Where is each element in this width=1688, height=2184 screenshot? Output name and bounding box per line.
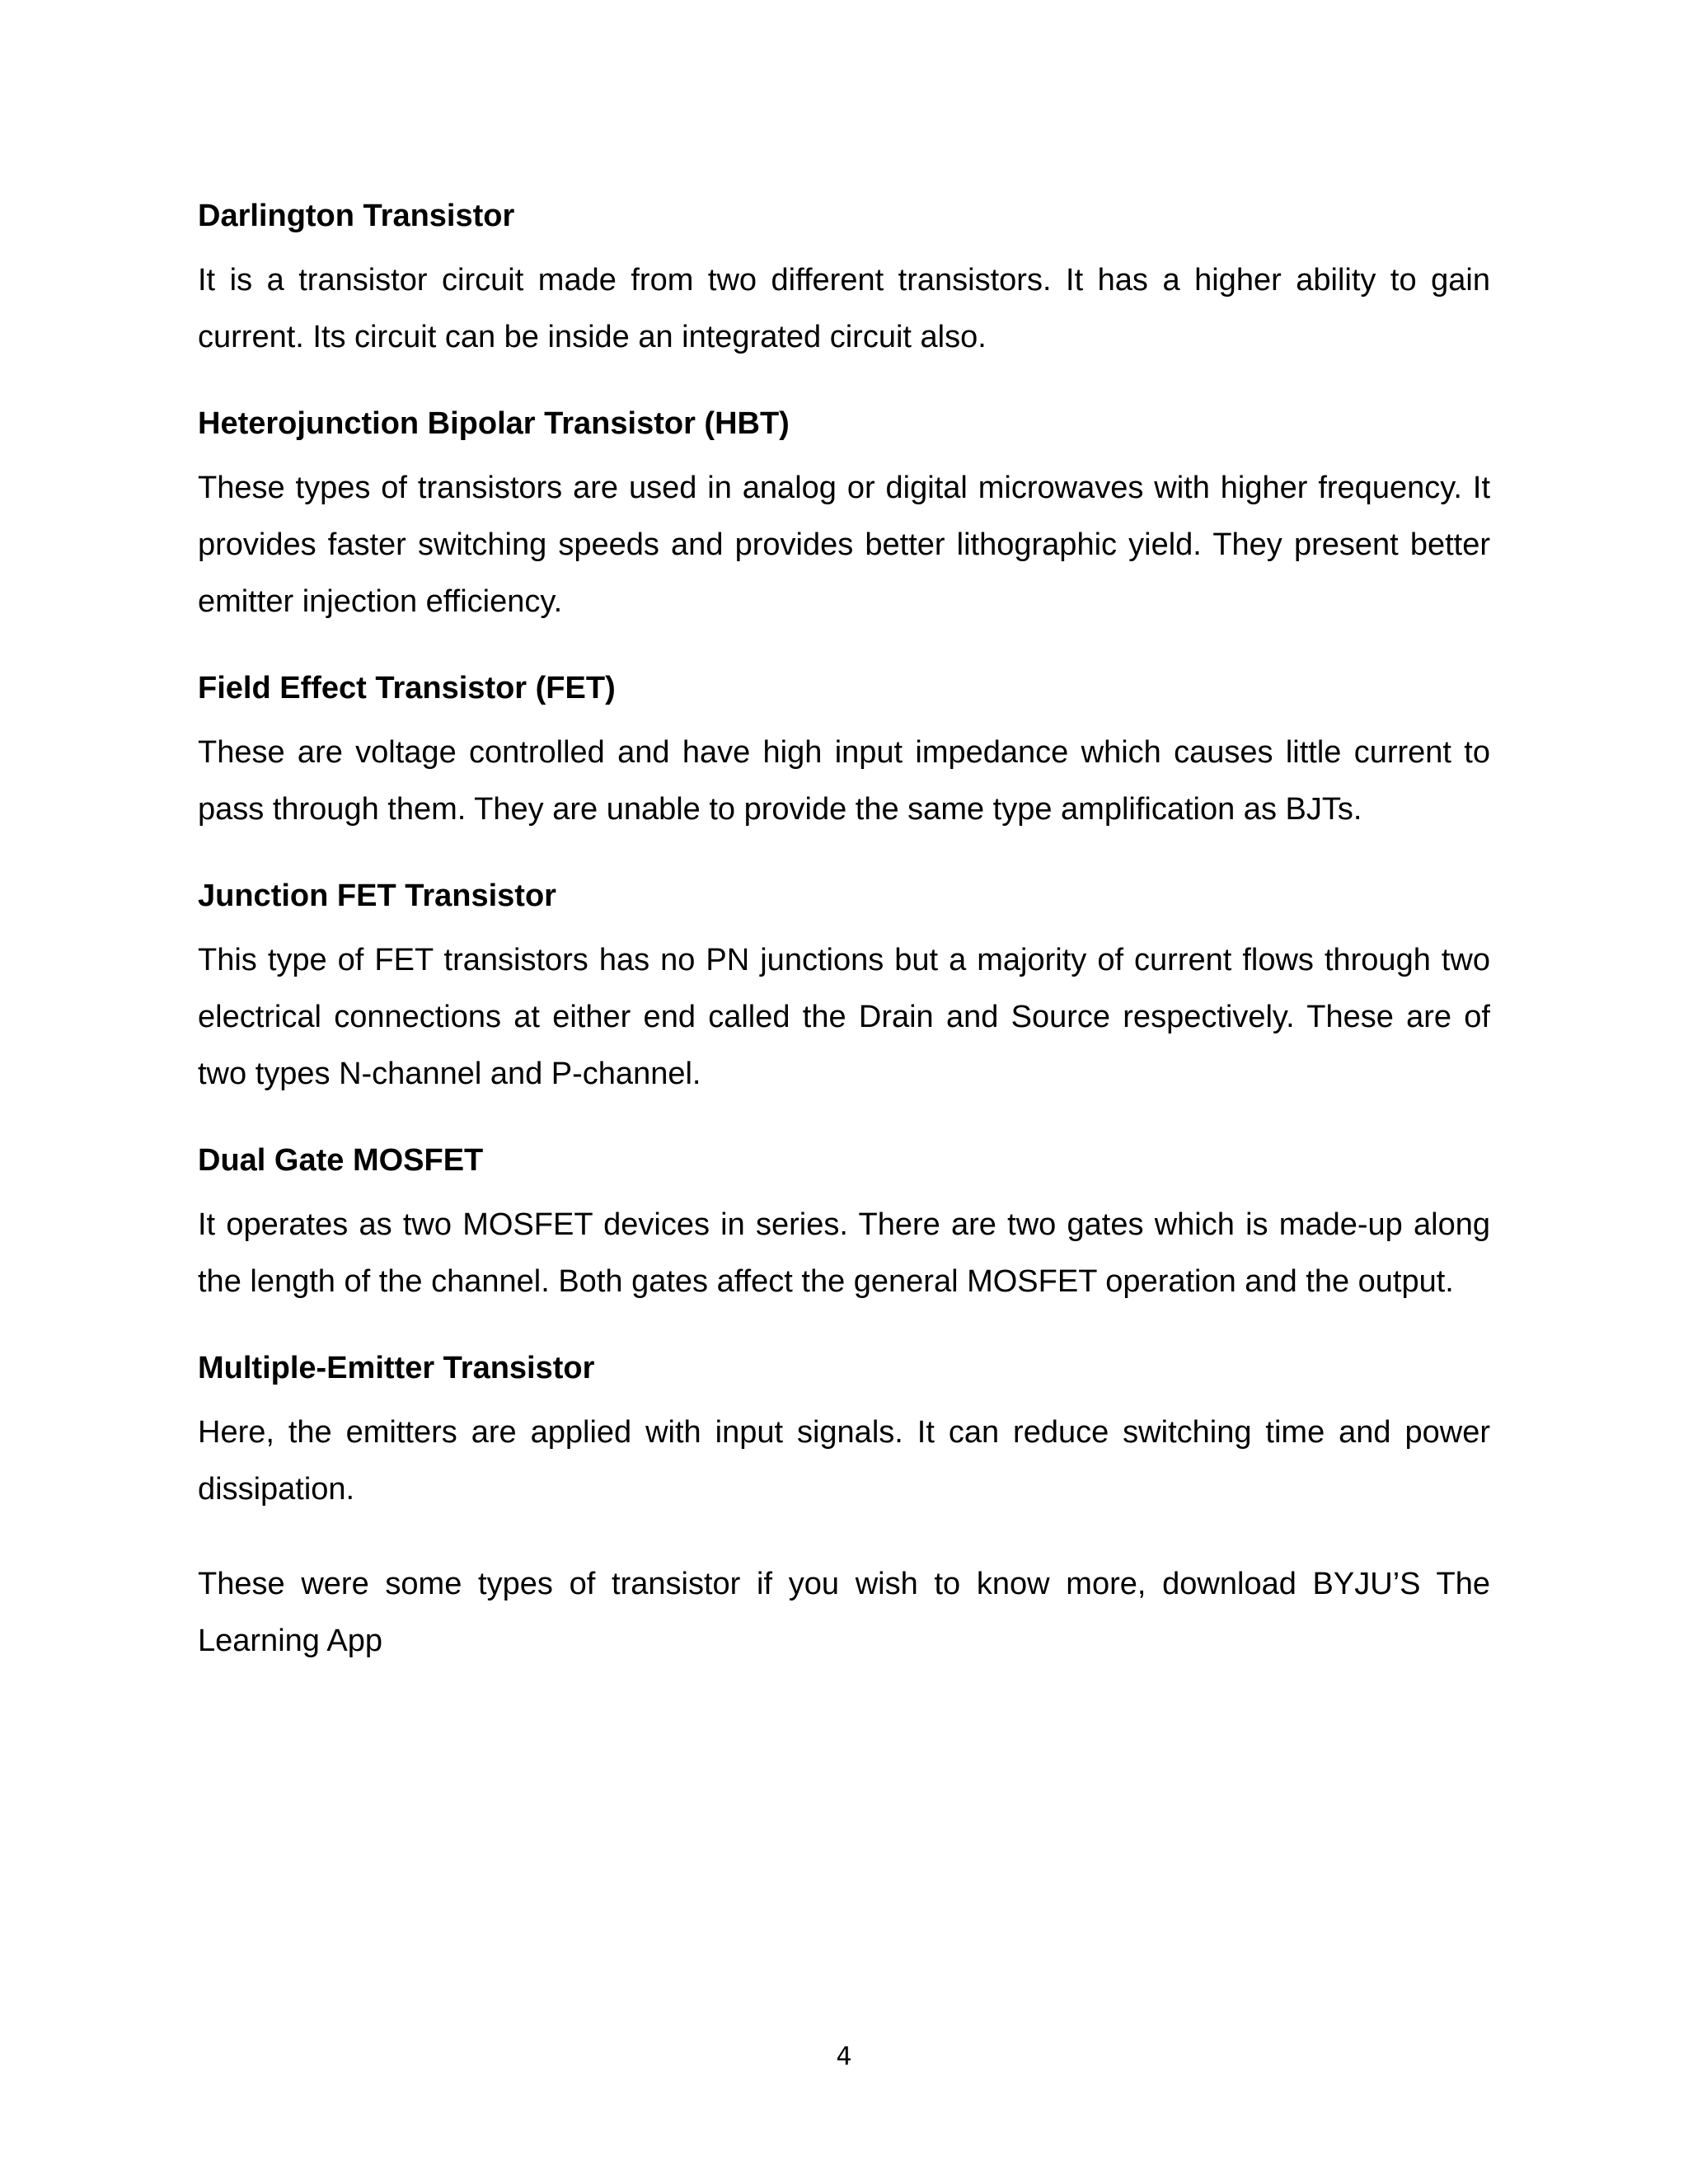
section-body: It is a transistor circuit made from two different transistors. It has a higher ability to gain current. Its circuit can be inside an integrated circuit also. xyxy=(198,263,1490,354)
section-junction-fet xyxy=(198,876,1490,1103)
section-hbt xyxy=(198,404,1490,630)
section-body: These are voltage controlled and have high input impedance which causes little current to pass through them. They are unable to provide the same type amplification as BJTs. xyxy=(198,735,1490,827)
section-body: This type of FET transistors has no PN junctions but a majority of current flows through two electrical connections at either end called the Drain and Source respectively. These are of two types N-channel and P-channel. xyxy=(198,943,1490,1091)
section-body: Here, the emitters are applied with input signals. It can reduce switching time and power dissipation. xyxy=(198,1415,1490,1507)
section-body: It operates as two MOSFET devices in series. There are two gates which is made-up along the length of the channel. Both gates affect the general MOSFET operation and the output. xyxy=(198,1207,1490,1299)
section-darlington xyxy=(198,196,1490,366)
section-fet xyxy=(198,668,1490,838)
section-multiple-emitter xyxy=(198,1348,1490,1518)
section-title: Darlington Transistor xyxy=(198,199,515,233)
page-content xyxy=(198,196,1490,1670)
section-dual-gate-mosfet xyxy=(198,1141,1490,1310)
section-title: Field Effect Transistor (FET) xyxy=(198,671,616,705)
section-title: Dual Gate MOSFET xyxy=(198,1143,484,1178)
section-body: These types of transistors are used in analog or digital microwaves with higher frequency. It provides faster switching speeds and provides better lithographic yield. They present better emitter injection efficiency. xyxy=(198,471,1490,619)
section-title: Junction FET Transistor xyxy=(198,879,556,913)
page-number: 4 xyxy=(836,2042,852,2071)
section-title: Heterojunction Bipolar Transistor (HBT) xyxy=(198,406,790,441)
closing-paragraph: These were some types of transistor if you wish to know more, download BYJU’S The Learning App xyxy=(198,1567,1490,1658)
section-title: Multiple-Emitter Transistor xyxy=(198,1351,595,1385)
